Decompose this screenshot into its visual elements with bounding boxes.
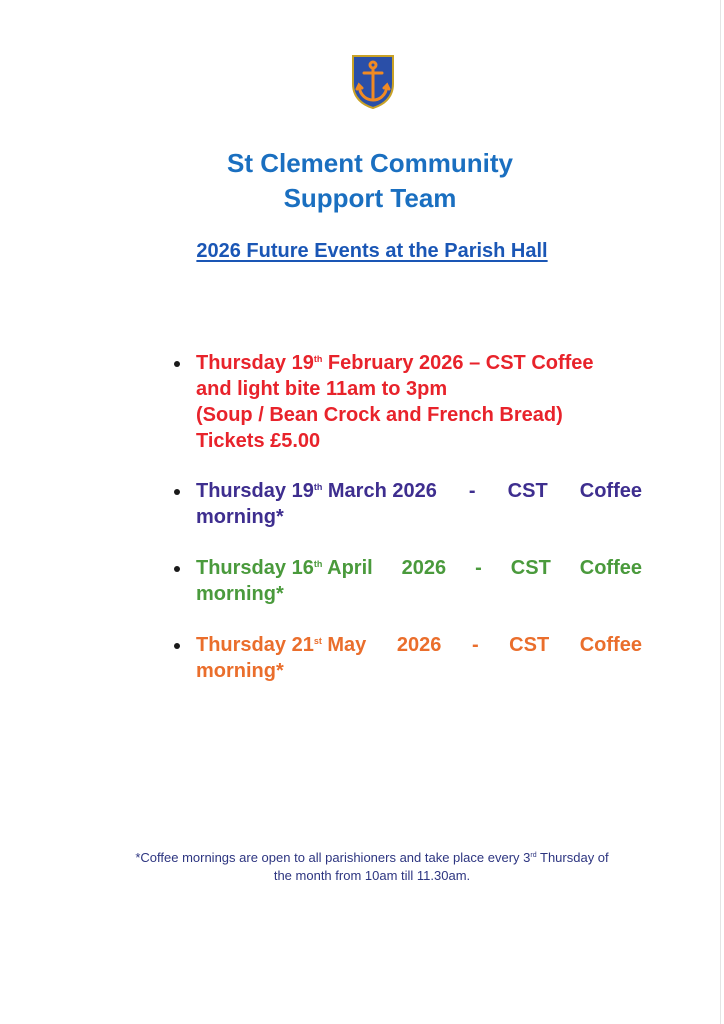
bullet-icon [174, 643, 180, 649]
page-title-line1: St Clement Community [226, 148, 514, 178]
page-title-line2: Support Team [283, 183, 457, 213]
event-menu-line: (Soup / Bean Crock and French Bread) [196, 404, 563, 426]
bullet-icon [174, 489, 180, 495]
event-item-february [196, 350, 642, 454]
subtitle [0, 240, 724, 263]
footnote: *Coffee mornings are open to all parishioners and take place every 3rd Thursday of the month from 10am till 11.30am. [135, 850, 609, 883]
event-tickets-line: Tickets £5.00 [196, 430, 321, 452]
event-item-may [196, 632, 642, 684]
event-item-april [196, 555, 642, 607]
event-detail-line: and light bite 11am to 3pm [196, 378, 448, 400]
event-date-line: Thursday 19th February 2026 – CST Coffee [196, 352, 594, 374]
event-item-march [196, 478, 642, 530]
event-date-line: Thursday 19th March 2026 - CST Coffee [196, 480, 642, 502]
bullet-icon [174, 566, 180, 572]
subtitle-text: 2026 Future Events at the Parish Hall [196, 240, 548, 262]
event-detail-line: morning* [196, 660, 284, 682]
bullet-icon [174, 361, 180, 367]
footnote-line2: the month from 10am till 11.30am. [273, 868, 471, 883]
event-detail-line: morning* [196, 506, 284, 528]
event-detail-line: morning* [196, 583, 284, 605]
event-date-line: Thursday 16th April 2026 - CST Coffee [196, 557, 642, 579]
anchor-shield-icon [351, 54, 395, 110]
event-date-line: Thursday 21st May 2026 - CST Coffee [196, 634, 642, 656]
